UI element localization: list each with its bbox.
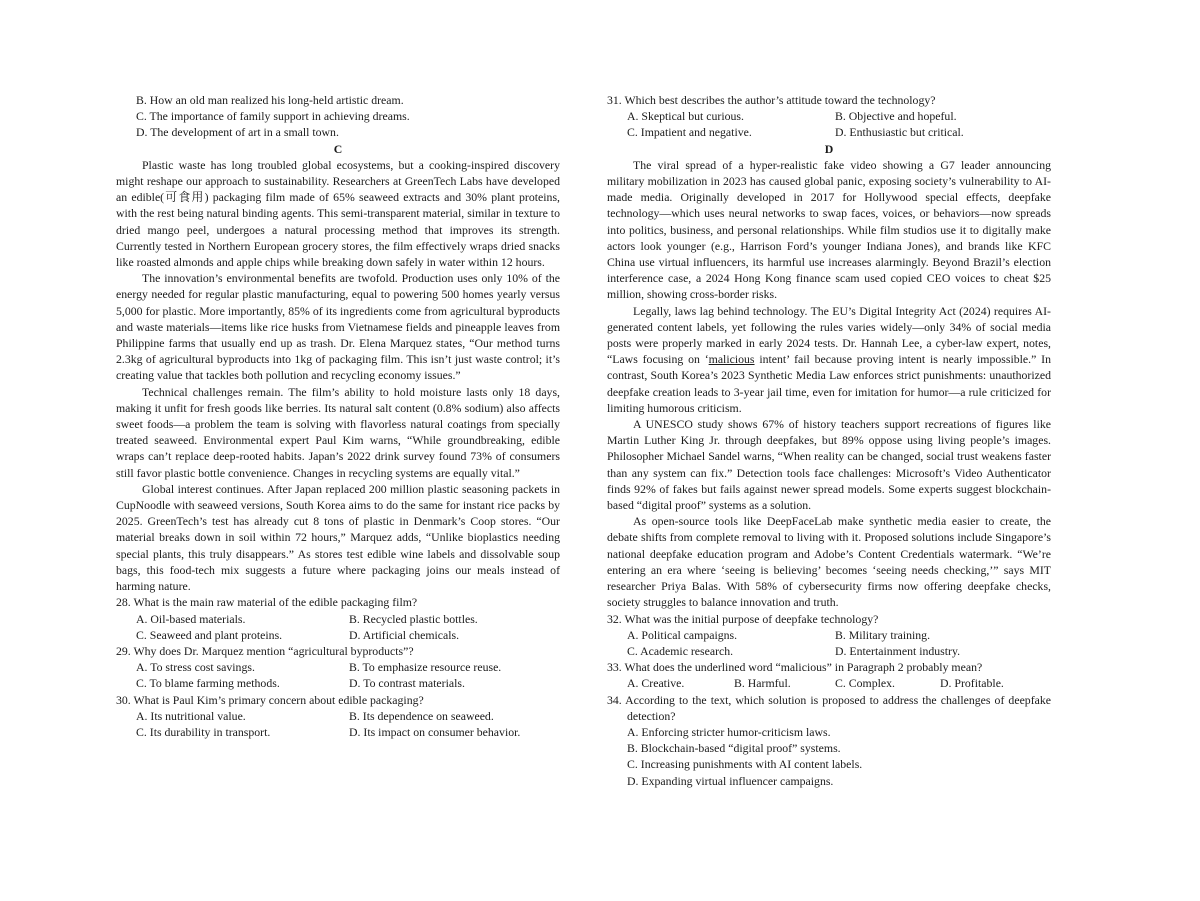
option-a: A. Enforcing stricter humor-criticism laws. <box>627 724 831 739</box>
option-d: D. Expanding virtual influencer campaigns. <box>627 773 834 788</box>
section-title-c: C <box>333 141 343 156</box>
option-a: A. Skeptical but curious. <box>627 109 744 124</box>
question-30 <box>116 692 560 741</box>
passage-d-paragraph-1: The viral spread of a hyper-realistic fake video showing a G7 leader announcing military mobilization in 2023 has caused global panic, exposing society’s vulnerability to AI-made media. Originally developed in 2017 for Hollywood special effects, deepfake technology—which uses neural networks to swap faces, voices, or behaviors—now spreads into politics, business, and personal relationships. While film studios use it to digitally make actors look younger (e.g., Harrison Ford’s younger Indiana Jones), and brands like KFC China use virtual influencers, its harmful use increases alarmingly. Beyond Brazil’s election interference case, a 2024 Hong Kong finance scam used copied CEO voices to cheat $25 million, showing cross-border risks. <box>607 157 1051 302</box>
option-c: C. Increasing punishments with AI content labels. <box>627 757 863 772</box>
section-title-d: D <box>824 141 834 156</box>
option-d: D. To contrast materials. <box>349 676 465 691</box>
question-32 <box>607 611 1051 660</box>
option-a: A. Political campaigns. <box>627 627 738 642</box>
option-a: A. Creative. <box>627 676 685 691</box>
question-stem: 28. What is the main raw material of the edible packaging film? <box>116 595 418 610</box>
option-d: D. Profitable. <box>940 676 1004 691</box>
question-29 <box>116 643 560 692</box>
option-c: C. To blame farming methods. <box>136 676 280 691</box>
passage-d-paragraph-3: A UNESCO study shows 67% of history teachers support recreations of figures like Martin Luther King Jr. through deepfakes, but 89% oppose using living people’s images. Philosopher Michael Sandel warns, “When reality can be changed, social trust weakens faster than any system can fix.” Detection tools face challenges: Microsoft’s Video Authenticator finds 92% of fakes but fails against newer spread models. Some experts suggest blockchain-based “digital proof” systems as a solution. <box>607 417 1051 513</box>
prev-option-b: B. How an old man realized his long-held artistic dream. <box>136 93 404 107</box>
option-b: B. Blockchain-based “digital proof” systems. <box>627 741 841 756</box>
passage-c-paragraph-4: Global interest continues. After Japan replaced 200 million plastic seasoning packets in CupNoodle with seaweed versions, South Korea aims to do the same for instant rice packs by 2025. GreenTech’s test has already cut 8 tons of plastic in Denmark’s Coop stores. “Our material breaks down in soil within 72 hours,” Marquez adds, “Unlike bioplastics needing special plants, this truly disappears.” As stores test edible wine labels and dissolvable soup bags, this food-tech mix suggests a future where packaging joins our meals instead of harming nature. <box>116 481 560 594</box>
option-b: B. Its dependence on seaweed. <box>349 708 494 723</box>
option-c: C. Academic research. <box>627 643 734 658</box>
underlined-word: malicious <box>708 352 755 367</box>
question-options <box>607 108 1051 140</box>
paragraph-text: Legally, laws lag behind technology. The EU’s Digital Integrity Act (2024) requires AI-generated content labels, yet following the rules varies widely—only 34% of social media posts were properly marked in early 2024 tests. Dr. Hannah Lee, a cyber-law expert, notes, “Laws focusing on ‘ <box>607 303 1051 367</box>
question-stem: 32. What was the initial purpose of deepfake technology? <box>607 611 879 626</box>
option-b: B. To emphasize resource reuse. <box>349 660 502 675</box>
question-options <box>116 659 560 691</box>
question-stem: 31. Which best describes the author’s attitude toward the technology? <box>607 93 936 107</box>
question-options <box>607 627 1051 659</box>
question-stem: 34. According to the text, which solution is proposed to address the challenges of deepfake detection? <box>607 692 1051 723</box>
option-d: D. Its impact on consumer behavior. <box>349 724 521 739</box>
question-stem: 29. Why does Dr. Marquez mention “agricultural byproducts”? <box>116 643 414 658</box>
question-options <box>116 611 560 643</box>
option-a: A. Oil-based materials. <box>136 611 246 626</box>
question-stem: 33. What does the underlined word “malicious” in Paragraph 2 probably mean? <box>607 660 983 675</box>
question-28 <box>116 594 560 643</box>
right-column <box>607 92 1051 789</box>
prev-option-c: C. The importance of family support in achieving dreams. <box>136 109 410 124</box>
prev-option-d: D. The development of art in a small town. <box>136 125 339 140</box>
option-c: C. Seaweed and plant proteins. <box>136 627 283 642</box>
question-stem: 30. What is Paul Kim’s primary concern about edible packaging? <box>116 692 424 707</box>
option-a: A. To stress cost savings. <box>136 660 255 675</box>
left-column <box>116 92 560 740</box>
option-d: D. Artificial chemicals. <box>349 627 460 642</box>
question-31 <box>607 92 1051 141</box>
question-34 <box>607 692 1051 789</box>
passage-c-paragraph-2: The innovation’s environmental benefits are twofold. Production uses only 10% of the energy needed for regular plastic manufacturing, equal to powering 500 homes yearly versus 5,000 for plastic. More importantly, 85% of its ingredients come from agricultural byproducts and waste materials—items like rice husks from Vietnamese fields and pineapple leaves from Philippine farms that usually end up as trash. Dr. Elena Marquez states, “Our method turns 2.3kg of agricultural byproducts into 1kg of packaging film. This isn’t just waste control; it’s creating value that tackles both pollution and recycling economy issues.” <box>116 271 560 383</box>
passage-d-paragraph-2 <box>607 303 1051 416</box>
paragraph-text: intent’ fail because proving intent is nearly impossible.” In contrast, South Korea’s 2023 Synthetic Media Law enforces strict punishments: unauthorized deepfake creation leads to 3-year jail time, even for imitation for humor—a rule criticized for limiting humorous criticism. <box>607 352 1051 415</box>
passage-c-paragraph-1: Plastic waste has long troubled global ecosystems, but a cooking-inspired discovery might reshape our approach to sustainability. Researchers at GreenTech Labs have developed an edible(可食用) packaging film made of 65% seaweed extracts and 30% plant proteins, with the rest being natural binding agents. This semi-transparent material, similar in texture to dried mango peel, undergoes a natural processing method that improves its strength. Currently tested in Northern European grocery stores, the film effectively wraps dried snacks like roasted almonds and apple chips while breaking down safely in water within 12 hours. <box>116 157 560 270</box>
passage-d-paragraph-4: As open-source tools like DeepFaceLab make synthetic media easier to create, the debate shifts from complete removal to living with it. Proposed solutions include Singapore’s national deepfake education program and Adobe’s Content Credentials watermark. “We’re entering an era where ‘seeing is believing’ becomes ‘seeing needs checking,’” says MIT researcher Priya Balas. With 58% of cybersecurity firms now offering deepfake checks, society struggles to balance innovation and truth. <box>607 514 1051 610</box>
option-b: B. Harmful. <box>734 676 791 691</box>
option-b: B. Objective and hopeful. <box>835 109 957 124</box>
question-options <box>116 708 560 740</box>
option-d: D. Entertainment industry. <box>835 643 961 658</box>
question-33 <box>607 659 1051 691</box>
option-c: C. Its durability in transport. <box>136 724 271 739</box>
option-d: D. Enthusiastic but critical. <box>835 125 964 140</box>
option-b: B. Recycled plastic bottles. <box>349 611 478 626</box>
option-a: A. Its nutritional value. <box>136 708 246 723</box>
option-c: C. Impatient and negative. <box>627 125 752 140</box>
option-c: C. Complex. <box>835 676 895 691</box>
option-b: B. Military training. <box>835 627 931 642</box>
question-options <box>607 675 1051 691</box>
passage-c-paragraph-3: Technical challenges remain. The film’s ability to hold moisture lasts only 18 days, making it unfit for fresh goods like berries. Its natural salt content (0.8% sodium) also affects sweet foods—a problem the team is solving with flavorless natural coatings from specially treated seaweed. Environmental expert Paul Kim warns, “While groundbreaking, edible wraps can’t replace deep-rooted habits. Japan’s 2022 drink survey found 73% of consumers still favor plastic bottle convenience. Changes in recycling systems are equally vital.” <box>116 384 560 480</box>
